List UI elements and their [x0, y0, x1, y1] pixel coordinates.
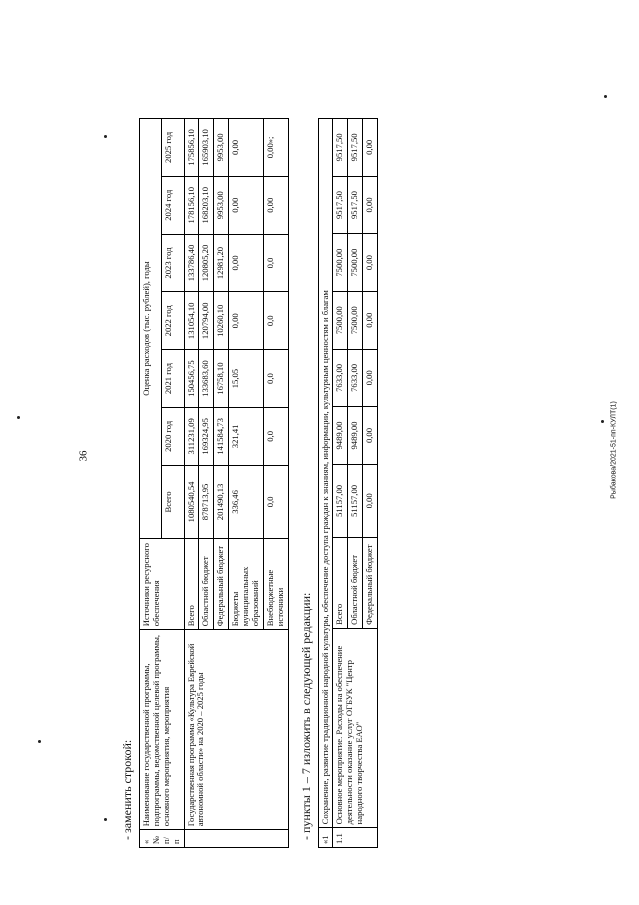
- header-expense-group: Оценка расходов (тыс. рублей), годы: [140, 119, 162, 539]
- cell-source: Федеральный бюджет: [214, 539, 229, 630]
- cell-source: Всего: [333, 537, 348, 628]
- cell-value: 9517,50: [348, 176, 363, 234]
- cell-value: 12981,20: [214, 234, 229, 292]
- cell-source: Внебюджетные источники: [263, 539, 288, 630]
- page-number: 36: [77, 450, 90, 462]
- cell-number: 1.1: [333, 828, 378, 848]
- task-title: Сохранение, развитие традиционной народной культуры, обеспечение доступа граждан к знаниям, информации, культурным ценностям и благам: [318, 119, 333, 828]
- cell-value: 51157,00: [333, 464, 348, 537]
- cell-value: 0,00: [263, 176, 288, 234]
- program-name: Государственная программа «Культура Еврейской автономной области» на 2020 – 2025 годы: [184, 630, 288, 830]
- scan-speck: [38, 740, 41, 743]
- cell-value: 878713,95: [199, 465, 214, 538]
- cell-value: 165903,10: [199, 119, 214, 177]
- expenditure-table: [139, 118, 289, 848]
- cell-value: 169324,95: [199, 407, 214, 465]
- cell-value: 51157,00: [348, 464, 363, 537]
- header-year: 2021 год: [162, 350, 184, 408]
- cell-value: 133786,40: [184, 234, 199, 292]
- cell-source: Федеральный бюджет: [363, 537, 378, 628]
- header-number: « № п/п: [140, 830, 185, 848]
- scan-speck: [104, 818, 107, 821]
- measures-table: [318, 118, 379, 848]
- cell-value: 0,00: [363, 407, 378, 465]
- cell-value: 7500,00: [333, 291, 348, 349]
- header-year: 2023 год: [162, 234, 184, 292]
- cell-value: 120794,00: [199, 292, 214, 350]
- cell-value: 321,41: [229, 407, 264, 465]
- header-source: Источники ресурсного обеспечения: [140, 539, 185, 630]
- header-year: 2020 год: [162, 407, 184, 465]
- cell-value: 7500,00: [348, 291, 363, 349]
- cell-value: 9517,50: [348, 119, 363, 177]
- cell-value: 7633,00: [333, 349, 348, 407]
- cell-value: 0,00»;: [263, 119, 288, 177]
- cell-value: 0,00: [363, 349, 378, 407]
- table-row: [333, 119, 348, 848]
- cell-value: 201490,13: [214, 465, 229, 538]
- cell-value: 7500,00: [348, 234, 363, 292]
- scan-speck: [17, 416, 20, 419]
- table-row: [318, 119, 333, 848]
- cell-value: 9489,00: [348, 407, 363, 465]
- cell-value: 0,0: [263, 292, 288, 350]
- document-reference: Рыбакова/2021-51-пп-КУЛТ(1): [610, 401, 618, 499]
- header-year: 2025 год: [162, 119, 184, 177]
- header-year: Всего: [162, 465, 184, 538]
- cell-value: 0,0: [263, 407, 288, 465]
- cell-value: 120805,20: [199, 234, 214, 292]
- section1-heading: - заменить строкой:: [120, 739, 134, 840]
- cell-value: 0,0: [263, 350, 288, 408]
- header-year: 2024 год: [162, 176, 184, 234]
- rotated-page-content: [114, 108, 594, 848]
- cell-value: 0,00: [363, 176, 378, 234]
- cell-value: 16758,10: [214, 350, 229, 408]
- cell-value: 1080540,54: [184, 465, 199, 538]
- cell-value: 311231,09: [184, 407, 199, 465]
- cell-value: 0,00: [363, 291, 378, 349]
- cell-value: 9517,50: [333, 119, 348, 177]
- cell-value: 9517,50: [333, 176, 348, 234]
- cell-value: 178156,10: [184, 176, 199, 234]
- cell-source: Областной бюджет: [199, 539, 214, 630]
- header-year: 2022 год: [162, 292, 184, 350]
- section2-heading: - пункты 1 – 7 изложить в следующей редакции:: [298, 592, 313, 840]
- cell-value: 131054,10: [184, 292, 199, 350]
- scan-speck: [601, 420, 604, 423]
- cell-value: 0,00: [363, 234, 378, 292]
- cell-value: 175856,10: [184, 119, 199, 177]
- cell-source: Бюджеты муниципальных образований: [229, 539, 264, 630]
- cell-value: 150456,75: [184, 350, 199, 408]
- cell-value: 9489,00: [333, 407, 348, 465]
- measure-name: Основное мероприятие. Расходы на обеспечение деятельности оказание услуг ОГБУК "Центр народного творчества ЕАО": [333, 628, 378, 827]
- cell-value: 7500,00: [333, 234, 348, 292]
- cell-value: 0,00: [229, 292, 264, 350]
- scan-speck: [604, 95, 607, 98]
- cell-number: «1: [318, 828, 333, 848]
- cell-source: Областной бюджет: [348, 537, 363, 628]
- cell-value: 133683,60: [199, 350, 214, 408]
- cell-value: 7633,00: [348, 349, 363, 407]
- cell-source: Всего: [184, 539, 199, 630]
- cell-value: 0,00: [229, 234, 264, 292]
- cell-value: 168203,10: [199, 176, 214, 234]
- header-name: Наименование государственной программы, подпрограммы, ведомственной целевой программы, основного мероприятия, мероприятия: [140, 630, 185, 830]
- cell-value: 0,0: [263, 234, 288, 292]
- cell-value: 0,0: [263, 465, 288, 538]
- cell-number: [184, 830, 288, 848]
- cell-value: 9953,00: [214, 119, 229, 177]
- table-row: [184, 119, 199, 848]
- cell-value: 9953,00: [214, 176, 229, 234]
- cell-value: 0,00: [363, 119, 378, 177]
- cell-value: 0,00: [229, 176, 264, 234]
- cell-value: 336,46: [229, 465, 264, 538]
- cell-value: 0,00: [363, 464, 378, 537]
- cell-value: 15,05: [229, 350, 264, 408]
- cell-value: 0,00: [229, 119, 264, 177]
- cell-value: 141584,73: [214, 407, 229, 465]
- scan-speck: [104, 135, 107, 138]
- cell-value: 10260,10: [214, 292, 229, 350]
